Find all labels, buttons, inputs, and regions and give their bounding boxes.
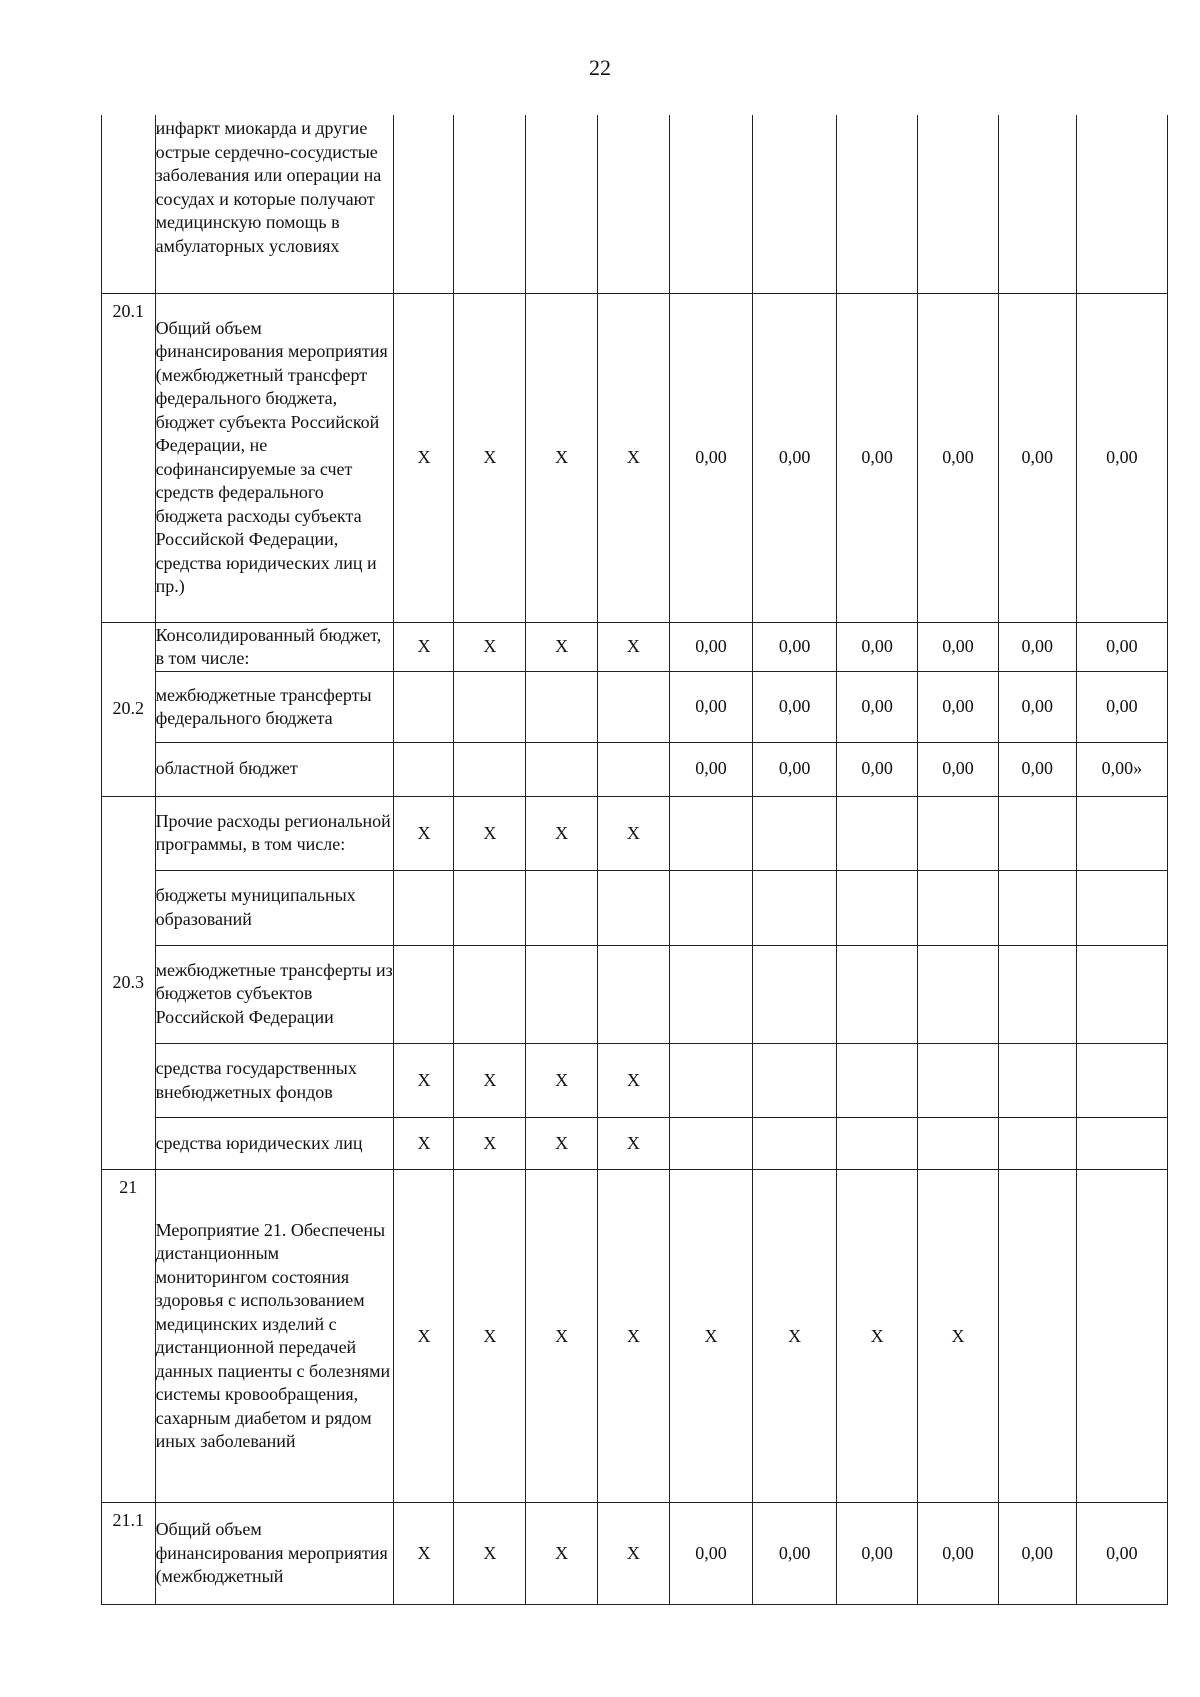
table-cell <box>394 945 454 1043</box>
table-cell <box>998 945 1076 1043</box>
table-cell: 0,00 <box>836 672 917 742</box>
budget-table <box>101 115 1168 1605</box>
table-cell <box>1076 115 1167 293</box>
table-cell: X <box>394 796 454 871</box>
table-cell: 0,00 <box>918 1503 998 1605</box>
table-cell <box>454 672 526 742</box>
row-description: межбюджетные трансферты из бюджетов субъектов Российской Федерации <box>155 945 394 1043</box>
table-cell: X <box>394 1503 454 1605</box>
table-cell <box>998 796 1076 871</box>
table-cell <box>669 871 753 946</box>
row-number: 20.2 <box>102 622 156 796</box>
table-row <box>102 1043 1168 1118</box>
table-cell <box>454 945 526 1043</box>
table-cell <box>1076 1170 1167 1503</box>
table-cell: X <box>394 1118 454 1170</box>
table-cell <box>998 115 1076 293</box>
table-row <box>102 945 1168 1043</box>
table-cell: 0,00» <box>1076 742 1167 796</box>
table-row <box>102 1170 1168 1503</box>
table-cell: X <box>597 796 669 871</box>
row-description: средства государственных внебюджетных фондов <box>155 1043 394 1118</box>
table-cell <box>526 115 598 293</box>
row-description: средства юридических лиц <box>155 1118 394 1170</box>
table-cell <box>918 945 998 1043</box>
table-cell <box>918 796 998 871</box>
table-cell <box>918 1118 998 1170</box>
row-description: областной бюджет <box>155 742 394 796</box>
table-cell: X <box>526 796 598 871</box>
table-cell: 0,00 <box>669 742 753 796</box>
table-cell <box>394 742 454 796</box>
table-cell <box>597 945 669 1043</box>
table-cell: X <box>526 622 598 672</box>
table-cell: X <box>454 1043 526 1118</box>
table-cell: X <box>597 293 669 622</box>
row-description: межбюджетные трансферты федерального бюджета <box>155 672 394 742</box>
table-cell: X <box>597 622 669 672</box>
table-cell: 0,00 <box>836 1503 917 1605</box>
table-cell: X <box>454 1503 526 1605</box>
table-cell: 0,00 <box>669 672 753 742</box>
table-cell <box>597 871 669 946</box>
table-cell: 0,00 <box>669 293 753 622</box>
table-cell: X <box>526 1170 598 1503</box>
table-cell <box>998 1118 1076 1170</box>
table-cell: X <box>597 1118 669 1170</box>
table-cell <box>1076 945 1167 1043</box>
table-cell <box>753 115 837 293</box>
row-number: 21 <box>102 1170 156 1503</box>
page-number: 22 <box>589 55 611 80</box>
table-cell: 0,00 <box>918 293 998 622</box>
table-cell: 0,00 <box>1076 1503 1167 1605</box>
table-cell: X <box>753 1170 837 1503</box>
table-cell: X <box>526 1118 598 1170</box>
table-cell <box>526 742 598 796</box>
table-cell: X <box>454 796 526 871</box>
table-cell: X <box>597 1503 669 1605</box>
table-cell <box>454 742 526 796</box>
table-cell: 0,00 <box>836 293 917 622</box>
table-cell <box>836 871 917 946</box>
table-cell <box>597 742 669 796</box>
table-cell: 0,00 <box>998 672 1076 742</box>
table-cell <box>394 672 454 742</box>
table-row <box>102 742 1168 796</box>
table-cell <box>918 871 998 946</box>
row-description: Мероприятие 21. Обеспечены дистанционным мониторингом состояния здоровья с использованием медицинских изделий с дистанционной передачей данных пациенты с болезнями системы кровообращения, сахарным диабетом и рядом иных заболеваний <box>155 1170 394 1503</box>
table-cell: 0,00 <box>998 1503 1076 1605</box>
table-cell: 0,00 <box>669 622 753 672</box>
table-row <box>102 1503 1168 1605</box>
table-row <box>102 672 1168 742</box>
table-cell: X <box>454 1118 526 1170</box>
table-cell <box>669 945 753 1043</box>
table-cell <box>753 1043 837 1118</box>
table-cell <box>669 796 753 871</box>
table-cell <box>1076 1043 1167 1118</box>
table-cell <box>454 115 526 293</box>
table-cell: X <box>394 1043 454 1118</box>
table-cell <box>526 672 598 742</box>
row-description: Прочие расходы региональной программы, в том числе: <box>155 796 394 871</box>
table-cell <box>998 871 1076 946</box>
table-cell <box>526 871 598 946</box>
table-cell: X <box>526 1043 598 1118</box>
table-cell <box>669 115 753 293</box>
table-cell <box>1076 796 1167 871</box>
table-cell <box>836 796 917 871</box>
table-cell <box>753 796 837 871</box>
table-cell <box>836 115 917 293</box>
table-cell: 0,00 <box>753 672 837 742</box>
table-cell <box>836 945 917 1043</box>
table-cell <box>836 1118 917 1170</box>
table-cell: 0,00 <box>669 1503 753 1605</box>
table-cell: 0,00 <box>836 742 917 796</box>
table-cell: 0,00 <box>753 622 837 672</box>
table-cell: X <box>597 1043 669 1118</box>
table-cell <box>669 1043 753 1118</box>
table-row <box>102 622 1168 672</box>
table-cell: X <box>836 1170 917 1503</box>
row-description: бюджеты муниципальных образований <box>155 871 394 946</box>
table-cell: 0,00 <box>918 672 998 742</box>
table-cell: X <box>454 622 526 672</box>
table-row <box>102 293 1168 622</box>
row-description: Общий объем финансирования мероприятия (межбюджетный трансферт федерального бюджета, бюджет субъекта Российской Федерации, не софинансируемые за счет средств федерального бюджета расходы субъекта Российской Федерации, средства юридических лиц и пр.) <box>155 293 394 622</box>
row-description: инфаркт миокарда и другие острые сердечно-сосудистые заболевания или операции на сосудах и которые получают медицинскую помощь в амбулаторных условиях <box>155 115 394 293</box>
table-cell <box>597 115 669 293</box>
table-cell: 0,00 <box>998 742 1076 796</box>
table-row <box>102 796 1168 871</box>
table-cell <box>526 945 598 1043</box>
table-cell <box>669 1118 753 1170</box>
table-cell: 0,00 <box>753 742 837 796</box>
table-cell: X <box>394 622 454 672</box>
table-cell <box>753 945 837 1043</box>
row-description: Консолидированный бюджет, в том числе: <box>155 622 394 672</box>
table-cell <box>1076 1118 1167 1170</box>
table-cell: 0,00 <box>998 622 1076 672</box>
table-cell: 0,00 <box>998 293 1076 622</box>
table-cell: X <box>597 1170 669 1503</box>
table-cell <box>394 115 454 293</box>
table-cell <box>1076 871 1167 946</box>
table-cell: X <box>454 293 526 622</box>
row-number: 20.3 <box>102 796 156 1170</box>
table-cell: X <box>526 1503 598 1605</box>
table-row <box>102 871 1168 946</box>
table-cell <box>597 672 669 742</box>
row-number <box>102 115 156 293</box>
table-cell: 0,00 <box>918 622 998 672</box>
table-cell <box>836 1043 917 1118</box>
table-cell: 0,00 <box>1076 622 1167 672</box>
table-cell: 0,00 <box>836 622 917 672</box>
table-row <box>102 115 1168 293</box>
table-row <box>102 1118 1168 1170</box>
table-cell: X <box>918 1170 998 1503</box>
table-cell <box>998 1043 1076 1118</box>
table-cell <box>394 871 454 946</box>
table-cell: 0,00 <box>1076 672 1167 742</box>
table-cell: 0,00 <box>1076 293 1167 622</box>
table-cell: 0,00 <box>753 1503 837 1605</box>
table-cell: X <box>526 293 598 622</box>
table-cell: 0,00 <box>753 293 837 622</box>
table-cell: X <box>394 293 454 622</box>
table-cell <box>753 871 837 946</box>
table-cell <box>918 115 998 293</box>
table-cell: X <box>454 1170 526 1503</box>
table-cell <box>753 1118 837 1170</box>
row-number: 21.1 <box>102 1503 156 1605</box>
table-cell: X <box>394 1170 454 1503</box>
table-cell <box>454 871 526 946</box>
table-cell <box>918 1043 998 1118</box>
table-cell: 0,00 <box>918 742 998 796</box>
row-number: 20.1 <box>102 293 156 622</box>
table-cell: X <box>669 1170 753 1503</box>
table-cell <box>998 1170 1076 1503</box>
row-description: Общий объем финансирования мероприятия (межбюджетный <box>155 1503 394 1605</box>
